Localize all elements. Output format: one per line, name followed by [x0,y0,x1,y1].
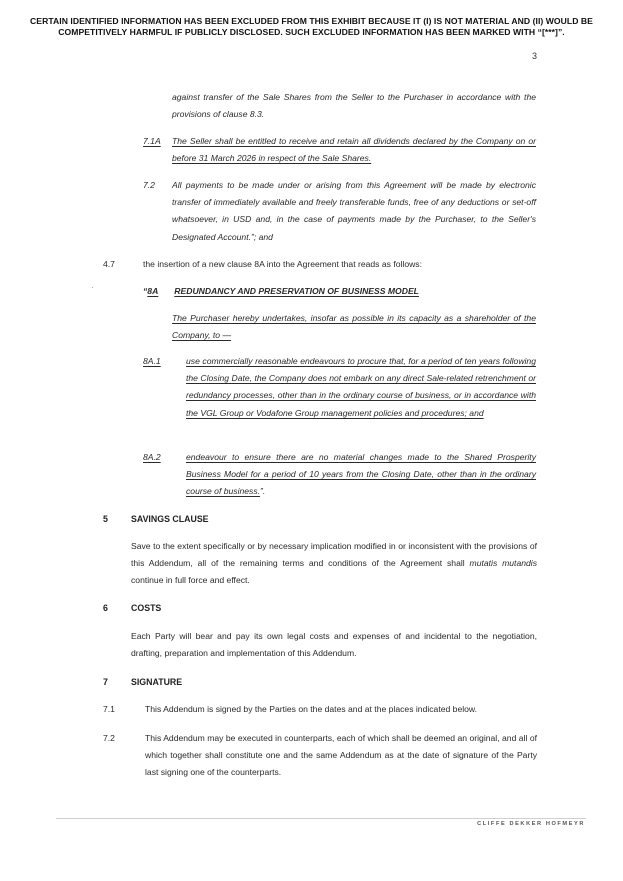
section-7-title: SIGNATURE [131,677,183,687]
opening-quote: “ [143,286,148,296]
section-6-text: Each Party will bear and pay its own legal costs and expenses of and incidental to the negotiation, drafting, preparation and implementation of this Addendum. [131,631,537,659]
clause-number-7-2: 7.2 [143,180,155,190]
clause-number-7-1: 7.1 [103,704,115,714]
clause-number-7-1a: 7.1A [143,136,161,146]
scan-mark [92,287,93,288]
section-number-6: 6 [103,603,108,613]
section-number-5: 5 [103,514,108,524]
clause-8a-title: REDUNDANCY AND PRESERVATION OF BUSINESS MODEL [174,286,419,296]
clause-8a-1-text: use commercially reasonable endeavours to procure that, for a period of ten years following the Closing Date, the Company does not embark on any direct Sale-related retrenchment or redundancy processes, other than in the ordinary course of business, or in accordance with the VGL Group or Vodafone Group management policies and procedures; and [186,356,536,418]
clause-8a-2-text [186,449,536,501]
page-number: 3 [531,51,537,61]
section-5-title: SAVINGS CLAUSE [131,514,209,524]
clause-number-8a-1: 8A.1 [143,356,161,366]
clause-number-8a: 8A [147,286,159,296]
confidentiality-banner: CERTAIN IDENTIFIED INFORMATION HAS BEEN EXCLUDED FROM THIS EXHIBIT BECAUSE IT (I) IS NOT MATERIAL AND (II) WOULD BE COMPETITIVELY HARMFUL IF PUBLICLY DISCLOSED. SUCH EXCLUDED INFORMATION HAS BEEN MARKED WITH “[***]”. [30,16,593,37]
clause-8a-2-body: endeavour to ensure there are no material changes made to the Shared Prosperity Business Model for a period of 10 years from the Closing Date, other than in the ordinary course of business. [186,452,536,497]
section-5-text [131,538,537,590]
clause-7-1-text: This Addendum is signed by the Parties on the dates and at the places indicated below. [145,704,478,714]
clause-number-8a-2: 8A.2 [143,452,161,462]
section-5-italic: mutatis mutandis [469,558,537,569]
section-number-7: 7 [103,677,108,687]
continuation-paragraph: against transfer of the Sale Shares from the Seller to the Purchaser in accordance with the provisions of clause 8.3. [172,92,536,120]
clause-7-2-text: All payments to be made under or arising from this Agreement will be made by electronic transfer of immediately available and freely transferable funds, free of any deductions or set-off whatsoever, in USD and, in the case of payments made by the Purchaser, to the Seller's Designated Account.”; and [172,180,536,242]
clause-7-2b-text: This Addendum may be executed in counterparts, each of which shall be deemed an original, and all of which together shall constitute one and the same Addendum as at the date of signature of the Party last signing one of the counterparts. [145,733,537,778]
clause-7-1a-text: The Seller shall be entitled to receive and retain all dividends declared by the Company on or before 31 March 2026 in respect of the Sale Shares. [172,136,536,164]
clause-8a-heading [143,283,537,300]
section-6-title: COSTS [131,603,162,613]
clause-number-4-7: 4.7 [103,259,115,269]
clause-number-7-2b: 7.2 [103,733,115,743]
footer-divider [56,818,586,819]
section-5-text-a: Save to the extent specifically or by necessary implication modified in or inconsistent with the provisions of this Addendum, all of the remaining terms and conditions of the Agreement shall [131,541,537,569]
clause-4-7-text: the insertion of a new clause 8A into the Agreement that reads as follows: [143,259,422,269]
closing-quote: ”. [260,486,266,497]
firm-name-footer: CLIFFE DEKKER HOFMEYR [477,821,585,827]
clause-8a-intro: The Purchaser hereby undertakes, insofar as possible in its capacity as a shareholder of the Company, to — [172,313,536,341]
section-5-text-b: continue in full force and effect. [131,575,250,586]
